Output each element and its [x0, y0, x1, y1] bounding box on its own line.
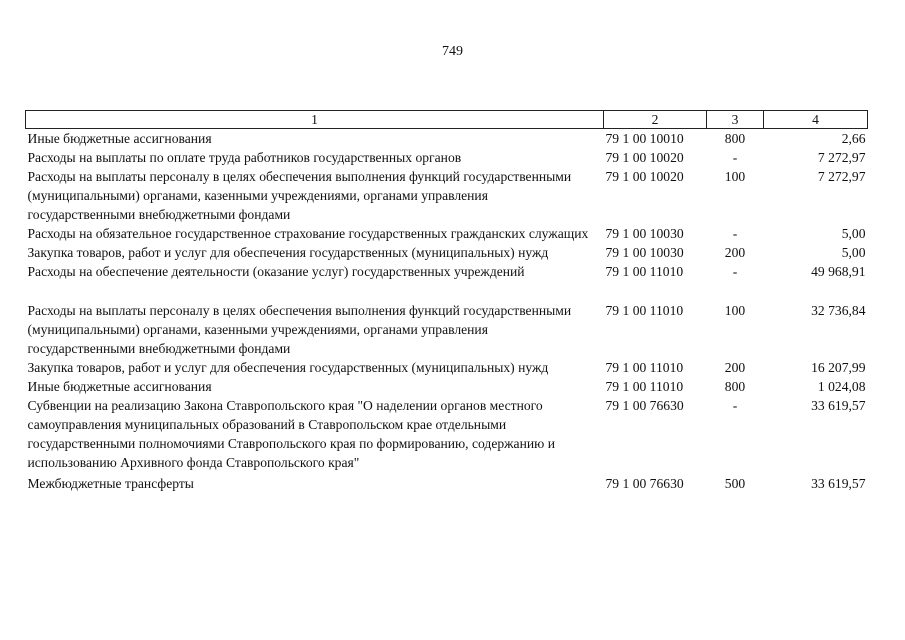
row-expense-type: -	[732, 398, 738, 413]
row-code: 79 1 00 11010	[605, 303, 684, 318]
row-name: Расходы на выплаты по оплате труда работников государственных органов	[27, 150, 462, 165]
row-code: 79 1 00 10030	[605, 226, 684, 241]
row-name: Иные бюджетные ассигнования	[27, 379, 212, 394]
table-row	[26, 396, 868, 474]
row-code: 79 1 00 76630	[605, 476, 684, 491]
row-expense-type: 500	[724, 476, 746, 491]
budget-table	[25, 110, 868, 493]
row-amount: 16 207,99	[811, 360, 866, 375]
row-expense-type: 200	[724, 245, 746, 260]
row-code: 79 1 00 11010	[605, 360, 684, 375]
row-expense-type: 800	[724, 131, 746, 146]
row-expense-type: 200	[724, 360, 746, 375]
row-name: Иные бюджетные ассигнования	[27, 131, 212, 146]
table-header-row	[26, 111, 868, 129]
table-row	[26, 377, 868, 396]
row-name: Закупка товаров, работ и услуг для обеспечения государственных (муниципальных) нужд	[27, 245, 549, 260]
row-name: Межбюджетные трансферты	[27, 476, 194, 491]
row-amount: 5,00	[841, 245, 866, 260]
row-name: Расходы на обеспечение деятельности (оказание услуг) государственных учреждений	[27, 264, 525, 279]
header-col-4: 4	[764, 111, 868, 129]
page-number: 749	[442, 44, 463, 59]
row-expense-type: -	[732, 264, 738, 279]
header-col-3: 3	[707, 111, 764, 129]
row-amount: 7 272,97	[817, 150, 866, 165]
row-code: 79 1 00 11010	[605, 379, 684, 394]
row-code: 79 1 00 10010	[605, 131, 684, 146]
row-amount: 2,66	[841, 131, 866, 146]
row-amount: 33 619,57	[811, 476, 866, 491]
row-expense-type: 100	[724, 303, 746, 318]
table-row	[26, 262, 868, 301]
row-amount: 33 619,57	[811, 398, 866, 413]
table-row	[26, 243, 868, 262]
row-name: Закупка товаров, работ и услуг для обеспечения государственных (муниципальных) нужд	[27, 360, 549, 375]
row-code: 79 1 00 10020	[605, 150, 684, 165]
table-row	[26, 301, 868, 358]
row-name: Расходы на выплаты персоналу в целях обеспечения выполнения функций государственными (муниципальными) органами, казенными учреждениями, органами управления государственными внебюджетными фондами	[27, 303, 572, 356]
row-name: Субвенции на реализацию Закона Ставропольского края "О наделении органов местного самоуправления муниципальных образований в Ставропольском крае отдельными государственными полномочиями Ставропольского края по формированию, содержанию и использованию Архивного фонда Ставропольского края"	[27, 398, 555, 470]
table-row	[26, 129, 868, 149]
table-row	[26, 148, 868, 167]
header-col-1: 1	[26, 111, 604, 129]
table-row	[26, 224, 868, 243]
row-code: 79 1 00 10030	[605, 245, 684, 260]
row-amount: 5,00	[841, 226, 866, 241]
row-amount: 32 736,84	[811, 303, 866, 318]
table-row	[26, 474, 868, 493]
row-amount: 7 272,97	[817, 169, 866, 184]
table-row	[26, 167, 868, 224]
row-amount: 1 024,08	[817, 379, 866, 394]
row-expense-type: -	[732, 150, 738, 165]
row-name: Расходы на обязательное государственное страхование государственных гражданских служащих	[27, 226, 589, 241]
row-code: 79 1 00 76630	[605, 398, 684, 413]
row-amount: 49 968,91	[811, 264, 866, 279]
row-expense-type: 100	[724, 169, 746, 184]
table-row	[26, 358, 868, 377]
row-name: Расходы на выплаты персоналу в целях обеспечения выполнения функций государственными (муниципальными) органами, казенными учреждениями, органами управления государственными внебюджетными фондами	[27, 169, 572, 222]
row-code: 79 1 00 10020	[605, 169, 684, 184]
header-col-2: 2	[604, 111, 707, 129]
row-expense-type: 800	[724, 379, 746, 394]
row-expense-type: -	[732, 226, 738, 241]
row-code: 79 1 00 11010	[605, 264, 684, 279]
